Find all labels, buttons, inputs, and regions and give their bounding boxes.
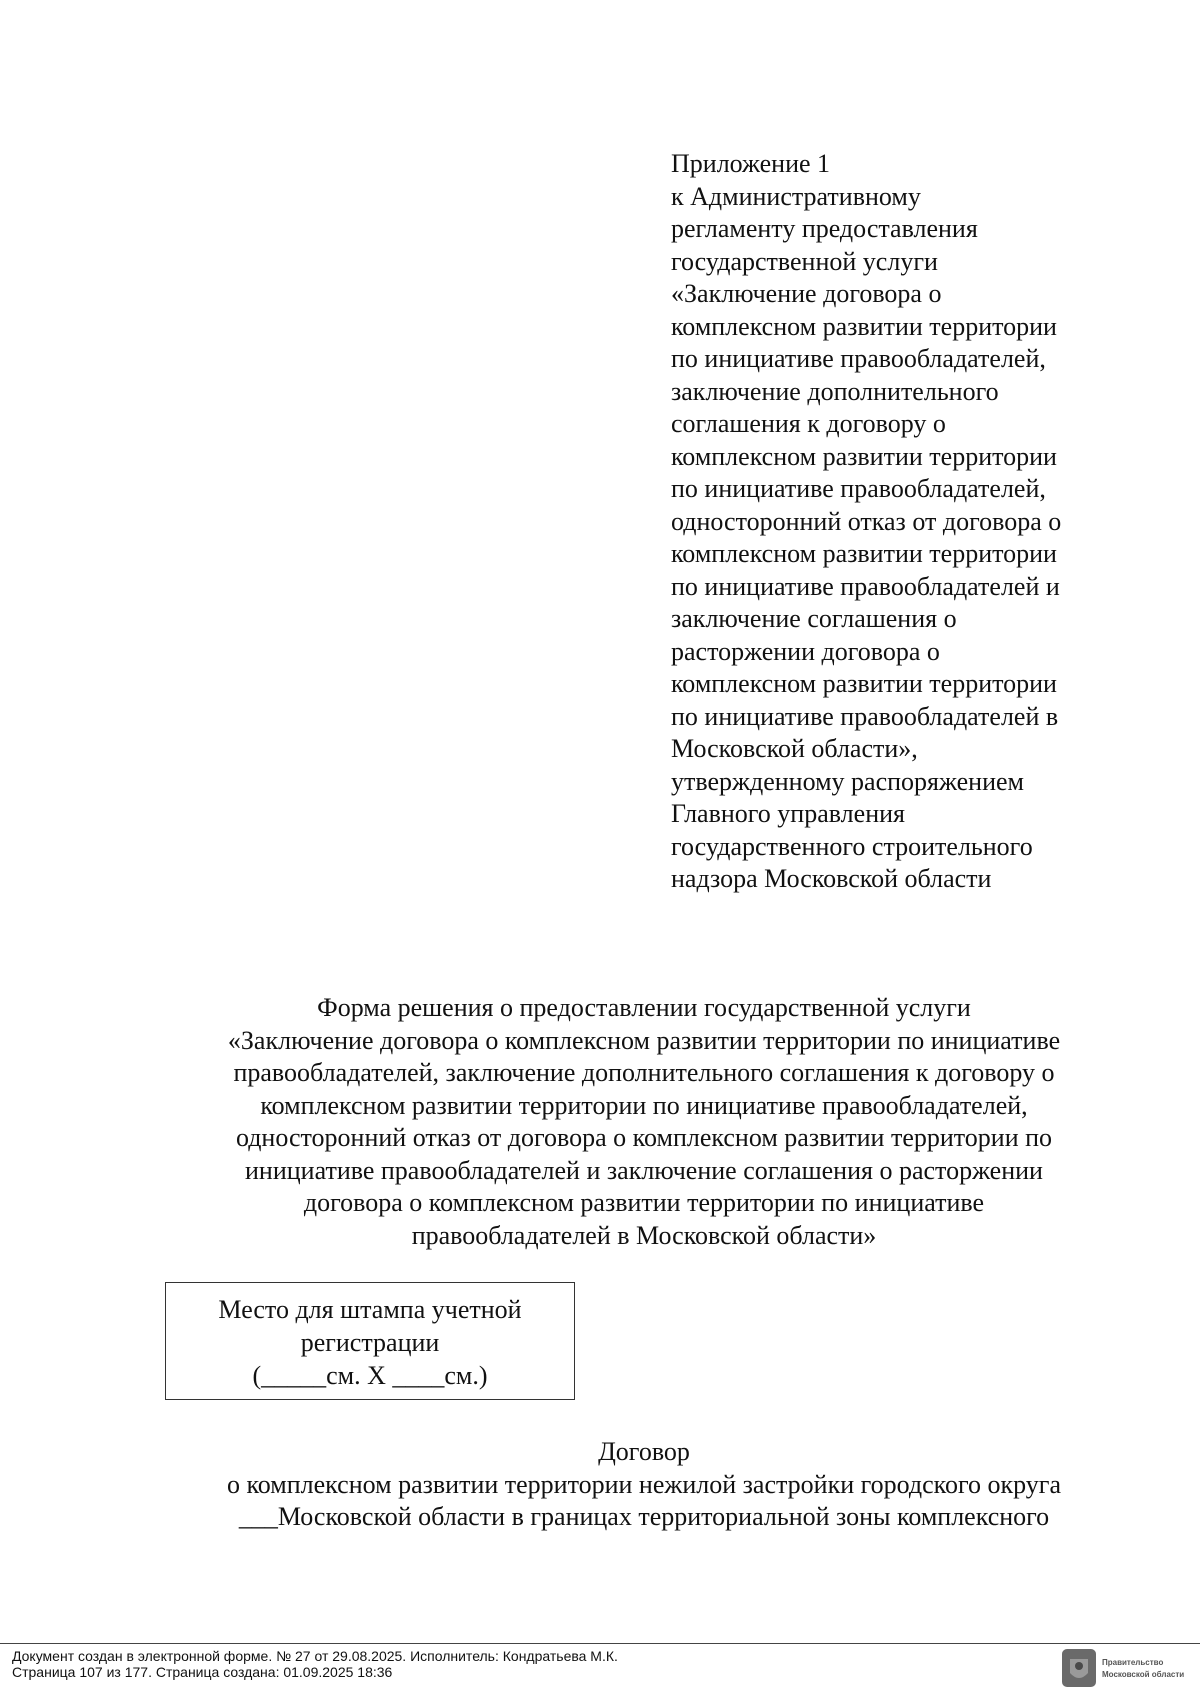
appendix-line: государственного строительного bbox=[671, 831, 1033, 861]
form-title-line: комплексном развитии территории по инициативе правообладателей, bbox=[260, 1090, 1028, 1120]
footer-divider bbox=[0, 1643, 1200, 1644]
appendix-line: «Заключение договора о bbox=[671, 279, 942, 308]
contract-title: Договор bbox=[598, 1437, 690, 1466]
appendix-line: Московской области», bbox=[671, 734, 918, 763]
svg-text:Московской области: Московской области bbox=[1102, 1670, 1185, 1679]
contract-subtitle-line: о комплексном развитии территории нежилой застройки городского округа bbox=[226, 1469, 1062, 1499]
footer-document-info: Документ создан в электронной форме. № 27 от 29.08.2025. Исполнитель: Кондратьева М.К. bbox=[12, 1648, 618, 1664]
appendix-line: регламенту предоставления bbox=[671, 214, 978, 243]
appendix-line: Приложение 1 bbox=[671, 149, 831, 178]
appendix-line: комплексном развитии территории bbox=[671, 669, 1057, 698]
registration-stamp-box bbox=[165, 1282, 575, 1400]
form-title-line: правообладателей в Московской области» bbox=[411, 1220, 877, 1250]
appendix-line: комплексном развитии территории bbox=[671, 539, 1057, 568]
stamp-box-line: регистрации bbox=[300, 1328, 440, 1357]
appendix-line: надзора Московской области bbox=[671, 864, 992, 893]
contract-heading bbox=[120, 1436, 1168, 1534]
form-title-line: «Заключение договора о комплексном развитии территории по инициативе bbox=[227, 1025, 1061, 1055]
appendix-line: по инициативе правообладателей, bbox=[671, 344, 1046, 373]
appendix-line: по инициативе правообладателей и bbox=[671, 571, 1060, 601]
appendix-line: государственной услуги bbox=[671, 246, 938, 276]
footer-page-info: Страница 107 из 177. Страница создана: 01.09.2025 18:36 bbox=[12, 1664, 393, 1680]
appendix-line: комплексном развитии территории bbox=[671, 441, 1057, 471]
form-title bbox=[120, 992, 1168, 1252]
government-emblem-icon bbox=[1060, 1647, 1190, 1689]
appendix-line: к Административному bbox=[671, 181, 921, 211]
appendix-line: соглашения к договору о bbox=[671, 409, 946, 438]
form-title-line: Форма решения о предоставлении государственной услуги bbox=[317, 993, 971, 1022]
form-title-line: односторонний отказ от договора о комплексном развитии территории по bbox=[235, 1123, 1053, 1152]
appendix-line: Главного управления bbox=[671, 799, 905, 828]
appendix-line: расторжении договора о bbox=[671, 636, 940, 666]
svg-text:Правительство: Правительство bbox=[1102, 1658, 1164, 1667]
form-title-line: правообладателей, заключение дополнительного соглашения к договору о bbox=[233, 1058, 1055, 1087]
seal-text bbox=[1102, 1658, 1184, 1679]
form-title-line: договора о комплексном развитии территории по инициативе bbox=[303, 1188, 985, 1217]
appendix-line: заключение соглашения о bbox=[671, 604, 957, 633]
appendix-line: по инициативе правообладателей, bbox=[671, 474, 1046, 503]
document-footer bbox=[12, 1648, 618, 1680]
stamp-box-line: (_____см. Х ____см.) bbox=[252, 1361, 488, 1390]
appendix-line: односторонний отказ от договора о bbox=[671, 506, 1062, 536]
appendix-line: утвержденному распоряжением bbox=[671, 766, 1024, 796]
appendix-header bbox=[671, 148, 1141, 896]
appendix-line: по инициативе правообладателей в bbox=[671, 701, 1059, 731]
appendix-line: заключение дополнительного bbox=[671, 376, 999, 406]
appendix-line: комплексном развитии территории bbox=[671, 311, 1057, 341]
contract-subtitle-line: ___Московской области в границах территориальной зоны комплексного bbox=[238, 1502, 1050, 1531]
stamp-box-line: Место для штампа учетной bbox=[218, 1295, 522, 1324]
form-title-line: инициативе правообладателей и заключение соглашения о расторжении bbox=[245, 1155, 1043, 1185]
